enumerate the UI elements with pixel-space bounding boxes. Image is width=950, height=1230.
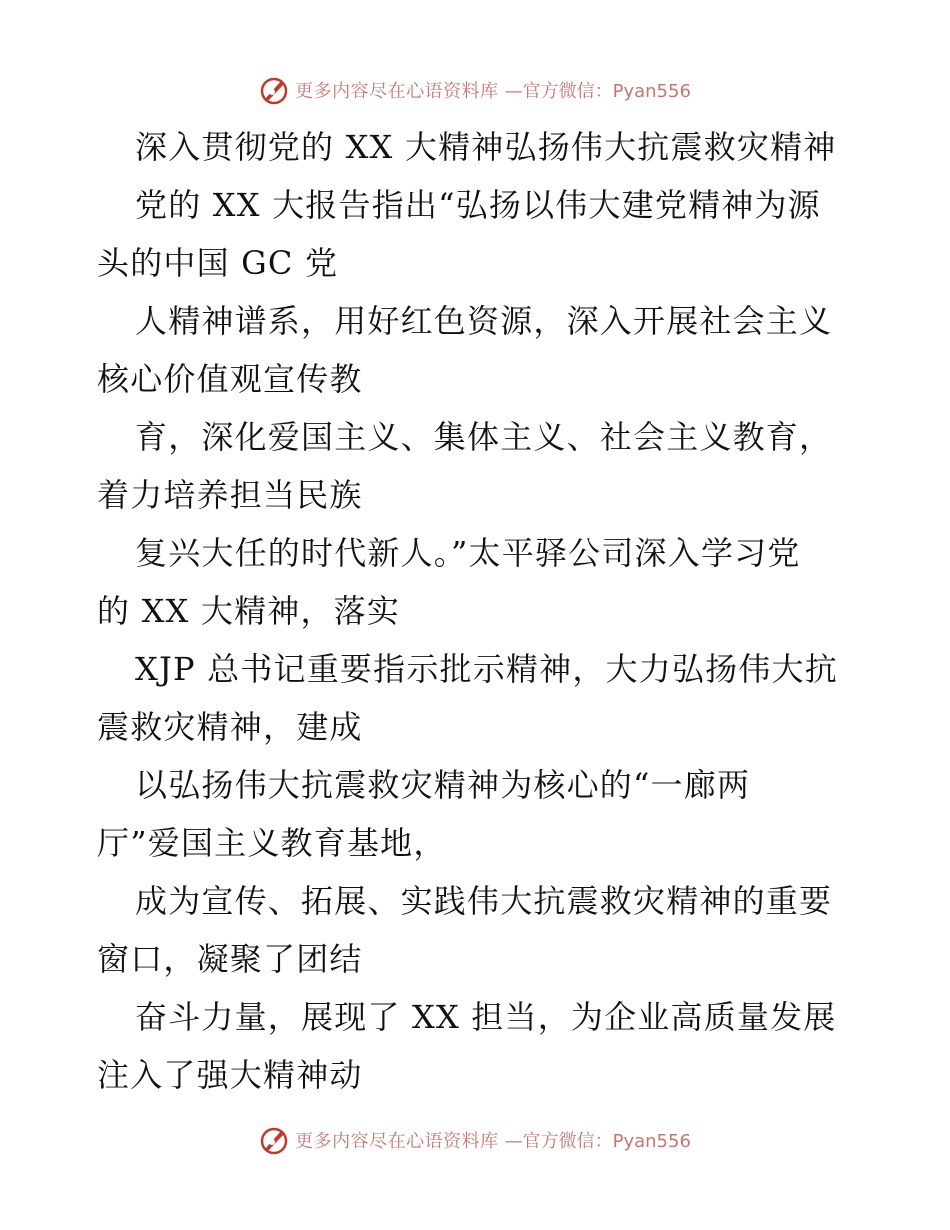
text-line: 育，深化爱国主义、集体主义、社会主义教育， [135, 418, 833, 456]
text-line: 窗口，凝聚了团结 [97, 940, 363, 978]
text-line: 成为宣传、拓展、实践伟大抗震救灾精神的重要 [135, 882, 833, 920]
text-line: 着力培养担当民族 [97, 476, 363, 514]
text-line: 复兴大任的时代新人。”太平驿公司深入学习党 [135, 534, 801, 572]
footer-promo-wechat: —官方微信：Pyan556 [504, 1131, 691, 1152]
text-line: 震救灾精神，建成 [97, 708, 363, 746]
text-line: 注入了强大精神动 [97, 1056, 363, 1094]
text-line: 厅”爱国主义教育基地， [97, 824, 447, 862]
text-line: 以弘扬伟大抗震救灾精神为核心的“一廊两 [135, 766, 751, 804]
header-promo-wechat: —官方微信：Pyan556 [504, 81, 691, 102]
footer-banner [0, 1120, 950, 1160]
text-line: 核心价值观宣传教 [97, 360, 363, 398]
footer-promo-text: 更多内容尽在心语资料库 [295, 1131, 499, 1152]
text-line: XJP 总书记重要指示批示精神，大力弘扬伟大抗 [135, 650, 838, 688]
text-line: 奋斗力量，展现了 XX 担当，为企业高质量发展 [135, 998, 837, 1036]
quill-seal-logo-icon [259, 75, 289, 105]
header-promo-text: 更多内容尽在心语资料库 [295, 81, 499, 102]
text-line: 深入贯彻党的 XX 大精神弘扬伟大抗震救灾精神 [135, 128, 837, 166]
text-line: 党的 XX 大报告指出“弘扬以伟大建党精神为源 [135, 186, 821, 224]
text-line: 的 XX 大精神，落实 [97, 592, 401, 630]
document-body [97, 118, 857, 1104]
text-line: 人精神谱系，用好红色资源，深入开展社会主义 [135, 302, 833, 340]
quill-seal-logo-icon [259, 1125, 289, 1155]
text-line: 头的中国 GC 党 [97, 244, 339, 282]
header-banner [0, 70, 950, 110]
